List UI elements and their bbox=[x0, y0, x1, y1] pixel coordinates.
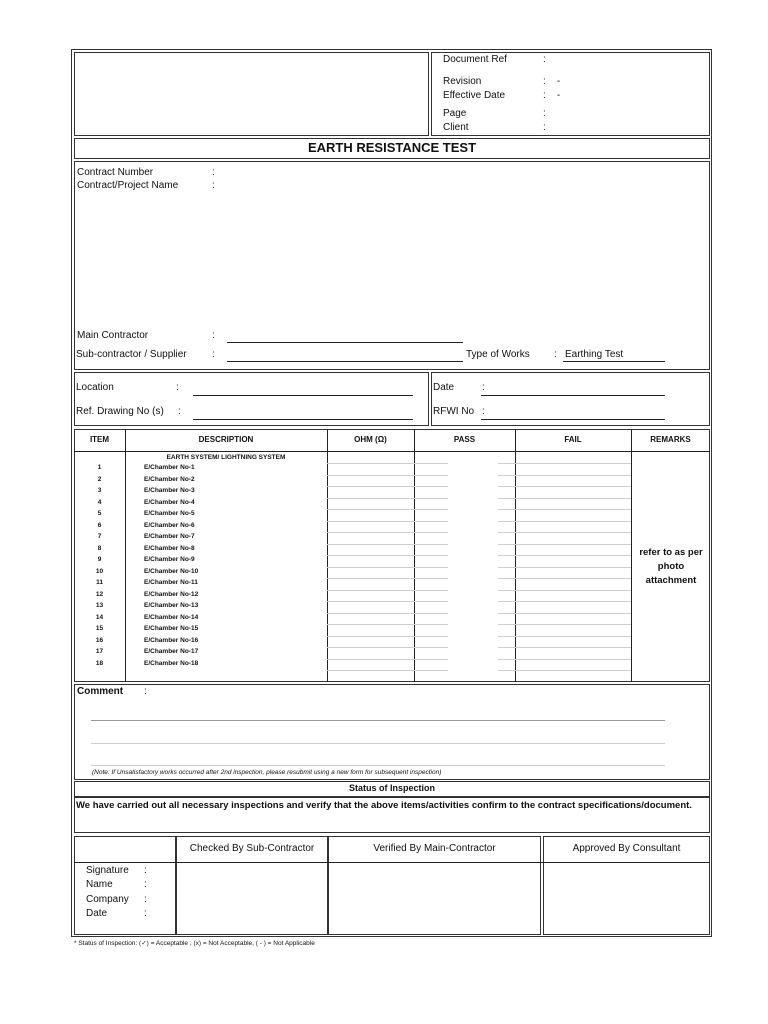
table-row-item: 5 bbox=[97, 510, 102, 517]
table-row-item: 2 bbox=[97, 475, 102, 483]
remarks-text: refer to as per photo attachment bbox=[639, 547, 703, 586]
table-row-separator bbox=[515, 590, 631, 591]
signoff-field-colon: : bbox=[144, 879, 147, 890]
table-row-item: 9 bbox=[97, 556, 102, 563]
table-row-separator bbox=[327, 567, 414, 568]
table-row-separator bbox=[498, 521, 515, 522]
ref-drawing-line bbox=[193, 419, 413, 420]
table-row-description: E/Chamber No-9 bbox=[144, 556, 195, 563]
table-header-cell: DESCRIPTION bbox=[198, 435, 254, 444]
table-row-separator bbox=[327, 601, 414, 602]
logo-area bbox=[74, 52, 429, 136]
table-row-separator bbox=[515, 567, 631, 568]
table-row-separator bbox=[498, 647, 515, 648]
table-row-separator bbox=[498, 659, 515, 660]
table-row-separator bbox=[498, 532, 515, 533]
table-row-item: 8 bbox=[97, 544, 102, 552]
comment-line-2 bbox=[91, 743, 665, 744]
rfwi-colon: : bbox=[482, 406, 485, 417]
signoff-field-label: Name bbox=[86, 879, 113, 890]
table-row-separator bbox=[327, 486, 414, 487]
table-row-separator bbox=[498, 636, 515, 637]
table-row-separator bbox=[498, 509, 515, 510]
table-row-item: 4 bbox=[97, 498, 102, 506]
main-contractor-label: Main Contractor bbox=[77, 330, 149, 341]
table-row-item: 16 bbox=[95, 636, 104, 644]
table-row-separator bbox=[327, 509, 414, 510]
table-row-separator bbox=[515, 636, 631, 637]
table-row-separator bbox=[515, 670, 631, 671]
doc-info-value: : bbox=[543, 122, 546, 133]
comment-colon: : bbox=[144, 686, 147, 697]
table-row-separator bbox=[515, 486, 631, 487]
type-of-works-colon: : bbox=[554, 349, 557, 360]
comment-line-3 bbox=[91, 765, 665, 766]
table-row-separator bbox=[498, 601, 515, 602]
table-row-separator bbox=[327, 532, 414, 533]
table-row-item: 13 bbox=[95, 602, 104, 609]
table-row-separator bbox=[515, 624, 631, 625]
table-row-separator bbox=[498, 670, 515, 671]
table-row-separator bbox=[515, 475, 631, 476]
doc-info-label: Revision bbox=[443, 76, 482, 87]
subcontractor-label: Sub-contractor / Supplier bbox=[76, 349, 187, 360]
table-row-separator bbox=[414, 567, 448, 568]
table-row-separator bbox=[515, 578, 631, 579]
date-label: Date bbox=[433, 382, 455, 393]
status-statement: We have carried out all necessary inspections and verify that the above items/activities confirm to the contract specifications/document. bbox=[76, 800, 692, 811]
table-row-separator bbox=[498, 567, 515, 568]
table-row-separator bbox=[498, 463, 515, 464]
table-row-item: 17 bbox=[95, 648, 104, 655]
table-row-separator bbox=[498, 555, 515, 556]
table-row-separator bbox=[498, 498, 515, 499]
table-row-separator bbox=[327, 613, 414, 614]
table-header-cell: PASS bbox=[453, 435, 476, 444]
table-row-separator bbox=[327, 544, 414, 545]
signoff-header: Approved By Consultant bbox=[572, 843, 681, 854]
table-row-separator bbox=[414, 647, 448, 648]
contract-number-label: Contract Number bbox=[77, 167, 154, 178]
table-row-separator bbox=[327, 659, 414, 660]
doc-info-label: Client bbox=[443, 122, 469, 133]
table-row-separator bbox=[414, 521, 448, 522]
status-title: Status of Inspection bbox=[348, 783, 435, 793]
signoff-field-label: Date bbox=[86, 908, 108, 919]
doc-info-value: : - bbox=[543, 76, 561, 87]
doc-info-value: : - bbox=[543, 90, 561, 101]
type-of-works-value: Earthing Test bbox=[565, 349, 624, 360]
ref-drawing-label: Ref. Drawing No (s) bbox=[76, 406, 164, 417]
table-row-separator bbox=[498, 590, 515, 591]
signoff-header: Checked By Sub-Contractor bbox=[189, 843, 315, 854]
comment-note: (Note: If Unsatisfactory works occurred after 2nd inspection, please resubmit using a new form for subsequent inspection) bbox=[92, 769, 442, 776]
table-row-separator bbox=[515, 498, 631, 499]
table-column-divider bbox=[125, 429, 126, 682]
comment-line-1 bbox=[91, 720, 665, 721]
signoff-field-colon: : bbox=[144, 865, 147, 876]
table-row-item: 14 bbox=[95, 613, 104, 621]
signoff-field-colon: : bbox=[144, 894, 147, 905]
contract-section bbox=[74, 161, 710, 370]
table-row-separator bbox=[414, 486, 448, 487]
table-row-separator bbox=[327, 521, 414, 522]
date-colon: : bbox=[482, 382, 485, 393]
table-row-item: 7 bbox=[97, 533, 102, 540]
table-row-separator bbox=[414, 463, 448, 464]
footnote: * Status of Inspection: (✓) = Acceptable , (x) = Not Acceptable, ( - ) = Not Applicable bbox=[74, 940, 315, 947]
doc-info-value: : bbox=[543, 108, 546, 119]
table-row-item: 18 bbox=[95, 659, 104, 667]
rfwi-label: RFWI No bbox=[433, 406, 475, 417]
table-row-separator bbox=[414, 532, 448, 533]
table-row-description: E/Chamber No-13 bbox=[144, 602, 199, 609]
table-row-description: E/Chamber No-5 bbox=[144, 510, 195, 517]
location-label: Location bbox=[76, 382, 114, 393]
date-line bbox=[481, 395, 665, 396]
table-row-separator bbox=[515, 555, 631, 556]
table-row-description: E/Chamber No-10 bbox=[144, 567, 199, 575]
signoff-field-label: Signature bbox=[86, 865, 129, 876]
table-row-separator bbox=[414, 475, 448, 476]
rfwi-line bbox=[481, 419, 665, 420]
table-row-item: 11 bbox=[96, 579, 103, 586]
table-row-description: E/Chamber No-1 bbox=[144, 464, 195, 471]
table-row-separator bbox=[327, 578, 414, 579]
table-row-separator bbox=[515, 463, 631, 464]
signoff-header-divider bbox=[74, 862, 710, 863]
table-row-separator bbox=[414, 590, 448, 591]
table-row-separator bbox=[327, 624, 414, 625]
table-row-separator bbox=[327, 498, 414, 499]
table-row-description: E/Chamber No-2 bbox=[144, 475, 195, 483]
table-row-separator bbox=[414, 544, 448, 545]
table-row-description: E/Chamber No-11 bbox=[144, 579, 198, 586]
type-of-works-label: Type of Works bbox=[466, 349, 530, 360]
signoff-field-label: Company bbox=[86, 894, 129, 905]
table-row-separator bbox=[515, 613, 631, 614]
table-row-separator bbox=[327, 636, 414, 637]
table-row-description: E/Chamber No-16 bbox=[144, 636, 199, 644]
table-row-separator bbox=[414, 555, 448, 556]
ref-drawing-colon: : bbox=[178, 406, 181, 417]
table-header-cell: FAIL bbox=[564, 435, 582, 444]
table-row-separator bbox=[414, 670, 448, 671]
location-line bbox=[193, 395, 413, 396]
table-row-separator bbox=[498, 613, 515, 614]
table-row-item: 1 bbox=[97, 464, 102, 471]
table-row-separator bbox=[498, 578, 515, 579]
table-row-description: E/Chamber No-7 bbox=[144, 533, 195, 540]
table-row-item: 10 bbox=[95, 567, 104, 575]
table-row-separator bbox=[498, 486, 515, 487]
table-row-description: E/Chamber No-8 bbox=[144, 544, 195, 552]
table-row-description: E/Chamber No-12 bbox=[144, 590, 199, 598]
table-row-separator bbox=[498, 624, 515, 625]
table-row-item: 6 bbox=[97, 521, 102, 529]
table-row-separator bbox=[414, 624, 448, 625]
table-row-separator bbox=[515, 544, 631, 545]
page-title: EARTH RESISTANCE TEST bbox=[307, 140, 477, 155]
main-contractor-line bbox=[227, 342, 463, 343]
table-row-separator bbox=[414, 601, 448, 602]
table-row-separator bbox=[515, 532, 631, 533]
table-row-separator bbox=[414, 659, 448, 660]
table-header-cell: OHM (Ω) bbox=[354, 435, 387, 444]
table-row-separator bbox=[327, 590, 414, 591]
table-row-separator bbox=[498, 475, 515, 476]
table-row-separator bbox=[515, 509, 631, 510]
doc-info-label: Page bbox=[443, 108, 467, 119]
table-row-separator bbox=[327, 555, 414, 556]
table-row-separator bbox=[327, 670, 414, 671]
table-header-divider bbox=[74, 451, 710, 452]
table-row-item: 3 bbox=[97, 487, 102, 494]
table-row-separator bbox=[327, 463, 414, 464]
table-row-separator bbox=[515, 659, 631, 660]
table-column-divider bbox=[631, 429, 632, 682]
table-row-item: 12 bbox=[95, 590, 104, 598]
table-row-separator bbox=[414, 578, 448, 579]
subcontractor-colon: : bbox=[212, 349, 215, 360]
subcontractor-line bbox=[227, 361, 463, 362]
doc-info-label: Document Ref bbox=[443, 54, 507, 65]
table-row-separator bbox=[327, 475, 414, 476]
project-name-colon: : bbox=[212, 180, 215, 191]
contract-number-colon: : bbox=[212, 167, 215, 178]
table-row-separator bbox=[327, 647, 414, 648]
table-row-separator bbox=[414, 509, 448, 510]
table-row-separator bbox=[515, 647, 631, 648]
table-row-description: E/Chamber No-3 bbox=[144, 487, 195, 494]
doc-info-label: Effective Date bbox=[443, 90, 506, 101]
table-row-separator bbox=[414, 636, 448, 637]
table-row-separator bbox=[414, 613, 448, 614]
table-row-separator bbox=[515, 521, 631, 522]
doc-info-value: : bbox=[543, 54, 546, 65]
table-row-separator bbox=[515, 601, 631, 602]
table-row-description: E/Chamber No-4 bbox=[144, 498, 195, 506]
location-colon: : bbox=[176, 382, 179, 393]
table-section-title: EARTH SYSTEM/ LIGHTNING SYSTEM bbox=[166, 454, 286, 461]
table-row-description: E/Chamber No-14 bbox=[144, 613, 199, 621]
table-header-cell: REMARKS bbox=[650, 435, 691, 444]
project-name-label: Contract/Project Name bbox=[77, 180, 179, 191]
type-of-works-line bbox=[563, 361, 665, 362]
table-row-description: E/Chamber No-15 bbox=[144, 625, 199, 632]
comment-label: Comment bbox=[77, 686, 124, 697]
signoff-field-colon: : bbox=[144, 908, 147, 919]
table-row-separator bbox=[498, 544, 515, 545]
table-header-cell: ITEM bbox=[89, 435, 110, 444]
table-row-description: E/Chamber No-18 bbox=[144, 659, 199, 667]
table-row-separator bbox=[414, 498, 448, 499]
table-row-item: 15 bbox=[95, 625, 104, 632]
table-row-description: E/Chamber No-6 bbox=[144, 521, 195, 529]
signoff-header: Verified By Main-Contractor bbox=[373, 843, 496, 854]
table-row-description: E/Chamber No-17 bbox=[144, 648, 199, 655]
main-contractor-colon: : bbox=[212, 330, 215, 341]
